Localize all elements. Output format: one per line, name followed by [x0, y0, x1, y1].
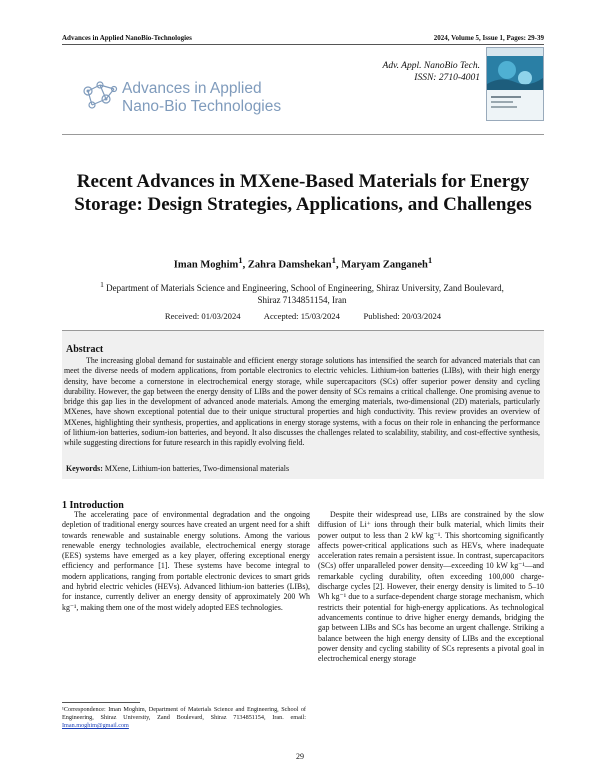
affiliation [90, 279, 514, 306]
correspondence-email-link[interactable]: Iman.moghim@gmail.com [62, 722, 129, 729]
paragraph: The accelerating pace of environmental degradation and the ongoing depletion of traditional energy sources have created an urgent need for a shift towards renewable and sustainable energy solutions. Among the various renewable energy technologies available, electrochemical energy storage (EES) systems have emerged as a key player, offering exceptional energy efficiency and performance [1]. These systems have become integral to modern applications, ranging from portable electronic devices to smart grids and hybrid electric vehicles (HEVs). Advanced lithium-ion batteries (LIBs), for instance, currently deliver an energy density of approximately 200 Wh kg⁻¹, making them one of the most widely adopted EES technologies. [62, 510, 310, 612]
author-name: Iman Moghim [173, 259, 239, 271]
affiliation-sup: 1 [100, 280, 104, 289]
article-dates [62, 311, 544, 321]
author-list: Iman Moghim$^1$, Zahra Damshekan$^1$, Maryam Zanganeh$^1$ [173, 255, 433, 271]
section-heading-introduction: 1 Introduction [62, 500, 124, 511]
body-column-left [62, 510, 310, 613]
affiliation-text: Department of Materials Science and Engineering, School of Engineering, Shiraz University, Zand Boulevard, Shiraz 7134851154, Iran [106, 283, 504, 305]
abstract-text: The increasing global demand for sustainable and efficient energy storage solutions has intensified the search for advanced materials that can meet the diverse needs of modern applications, from portable electronics to electric vehicles. Lithium-ion batteries (LIBs), with their high energy density, have become a cornerstone in electrochemical energy storage, while supercapacitors (SCs) offer superior power density and cycling durability. However, the gap between the energy density of LIBs and the power density of SCs remains a critical challenge. One promising avenue to bridge this gap lies in the development of advanced anode materials. Among the emerging materials, two-dimensional (2D) materials, particularly MXenes, have shown exceptional potential due to their unique structural properties and high conductivity. This review provides an overview of MXenes, highlighting their synthesis, properties, and applications in energy storage systems, with a focus on their role in enhancing the performance of lithium-ion batteries, sodium-ion batteries, and beyond. It also discusses the challenges related to scalability, stability, and cost-effective synthesis, while suggesting directions for future research in this rapidly evolving field. [64, 356, 540, 448]
author-affiliation-sup: 1 [238, 255, 243, 265]
correspondence-footnote [62, 706, 306, 730]
journal-cover-image [486, 47, 544, 121]
date-published: Published: 20/03/2024 [363, 311, 442, 321]
logo-line-1: Advances in Applied [122, 80, 262, 97]
running-header-journal: Advances in Applied NanoBio-Technologies [62, 34, 192, 42]
header-divider [62, 44, 544, 45]
page-number: 29 [296, 752, 304, 761]
journal-issn: ISSN: 2710-4001 [414, 73, 480, 83]
abstract-heading: Abstract [66, 344, 104, 355]
masthead-divider [62, 134, 544, 135]
footnote-text: ¹Correspondence: Iman Moghim, Department of Materials Science and Engineering, School of Engineering, Shiraz University, Zand Boulevard, Shiraz 7134851154, Iran. email: [62, 706, 306, 721]
journal-citation-block [383, 60, 480, 84]
footnote-divider [62, 702, 140, 703]
journal-logo-text [122, 80, 281, 115]
keywords-text: MXene, Lithium-ion batteries, Two-dimensional materials [104, 464, 290, 473]
article-title: Recent Advances in MXene-Based Materials for Energy Storage: Design Strategies, Applications, and Challenges [74, 171, 532, 215]
running-header-issue: 2024, Volume 5, Issue 1, Pages: 29-39 [433, 34, 544, 42]
keywords [66, 464, 289, 473]
date-accepted: Accepted: 15/03/2024 [263, 311, 340, 321]
logo-line-2: Nano-Bio Technologies [122, 97, 282, 115]
author-name: Zahra Damshekan [247, 259, 332, 271]
keywords-label: Keywords: [66, 464, 103, 473]
author-affiliation-sup: 1 [427, 255, 433, 265]
author-name: Maryam Zanganeh [341, 259, 428, 271]
body-column-right [318, 510, 544, 664]
paragraph: Despite their widespread use, LIBs are constrained by the slow diffusion of Li⁺ ions through their bulk material, which limits their power output to less than 2 kW kg⁻¹. This shortcoming significantly affects power-critical applications such as HEVs, where inadequate acceleration rates remain a persistent issue. In contrast, supercapacitors (SCs) offer unparalleled power density—exceeding 10 kW kg⁻¹—and remarkable cycling durability, often exceeding 100,000 charge-discharge cycles [2]. However, their energy density is limited to 5–10 Wh kg⁻¹ due to a surface-dependent charge storage mechanism, which restricts their potential for high-energy applications. As technological advancements continue to drive higher energy demands, bridging the gap between LIBs and SCs has become an urgent challenge. Striking a balance between the high energy density of LIBs and the exceptional power density and cycling stability of SCs represents a pivotal goal in electrochemical energy storage [318, 510, 544, 664]
cover-art-icon [487, 48, 543, 120]
journal-abbreviation: Adv. Appl. NanoBio Tech. [382, 61, 480, 71]
author-affiliation-sup: 1 [331, 255, 336, 265]
date-received: Received: 01/03/2024 [164, 311, 241, 321]
